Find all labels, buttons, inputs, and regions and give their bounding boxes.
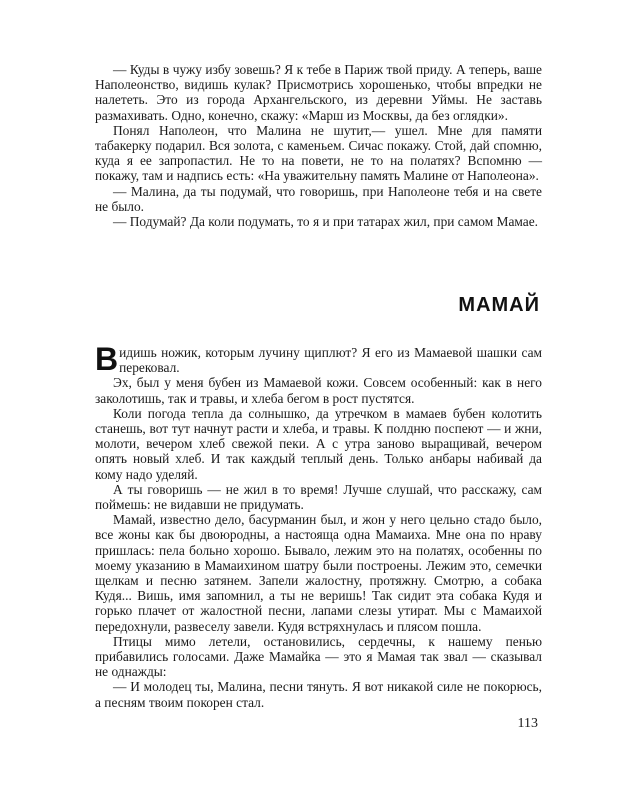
paragraph: — Куды в чужу избу зовешь? Я к тебе в Париж твой приду. А теперь, ваше Наполеонство, видишь кулак? Присмотрись хорошенько, чтобы впредки не налететь. Это из города Архангельского, из деревни Уймы. Не заставь размахивать. Одно, конечно, скажу: «Марш из Москвы, да без оглядки». (95, 62, 542, 123)
paragraph: — Подумай? Да коли подумать, то я и при татарах жил, при самом Мамае. (113, 214, 539, 230)
paragraph: А ты говоришь — не жил в то время! Лучше слушай, что расскажу, сам поймешь: не видавши не придумать. (95, 481, 542, 513)
paragraph: Коли погода тепла да солнышко, да утречком в мамаев бубен колотить станешь, вот тут начнут расти и хлеба, и травы. К полдню поспеют — и жни, молоти, вечером хлеб свежой пеки. А с утра заново выращивай, вечером опять новый хлеб. И так каждый теплый день. Только анбары набивай да кому надо уделяй. (95, 405, 542, 482)
top-text-section (95, 62, 542, 229)
paragraph: Птицы мимо летели, остановились, сердечны, к нашему пенью прибавились голосами. Даже Мамайка — это я Мамая так звал — сказывал не однажды: (95, 633, 542, 680)
bottom-text-section (95, 341, 542, 710)
paragraph: — И молодец ты, Малина, песни тянуть. Я вот никакой силе не покорюсь, а песням твоим покорен стал. (95, 679, 542, 710)
paragraph: — Малина, да ты подумай, что говоришь, при Наполеоне тебя и на свете не было. (95, 183, 542, 214)
page-number: 113 (517, 716, 538, 731)
drop-cap: В (95, 341, 119, 377)
paragraph: Понял Наполеон, что Малина не шутит,— ушел. Мне для памяти табакерку подарил. Вся золота, с каменьем. Сичас покажу. Стой, дай спомню, куда я ее запропастил. Не то на повети, не то на полатях? Вспомню — покажу, там и надпись есть: «На уважительну память Малине от Наполеона». (95, 122, 542, 184)
paragraph: Мамай, известно дело, басурманин был, и жон у него цельно стадо было, все жоны как бы двоюродны, а настояща одна Мамаиха. Мне она по нраву пришлась: пела больно хорошо. Бывало, лежим это на полатях, особенны по моему указанию в Мамаихином шатру были построены. Лежим это, семечки щелкам и песню затянем. Запели жалостну, протяжну. Смотрю, а собака Кудя... Вишь, имя запомнил, а ты не веришь! Так сидит эта собака Кудя и горько плачет от жалостной песни, лапами слезы утират. Мы с Мамаихой передохнули, развеселу завели. Кудя встряхнулась и плясом пошла. (95, 512, 542, 634)
first-paragraph-text: идишь ножик, которым лучину щиплют? Я его из Мамаевой шашки сам перековал. (119, 345, 542, 376)
paragraph: Эх, был у меня бубен из Мамаевой кожи. Совсем особенный: как в него заколотишь, так и травы, и хлеба бегом в рост пустятся. (95, 375, 542, 406)
section-heading: МАМАЙ (458, 294, 540, 316)
first-paragraph (95, 341, 542, 377)
